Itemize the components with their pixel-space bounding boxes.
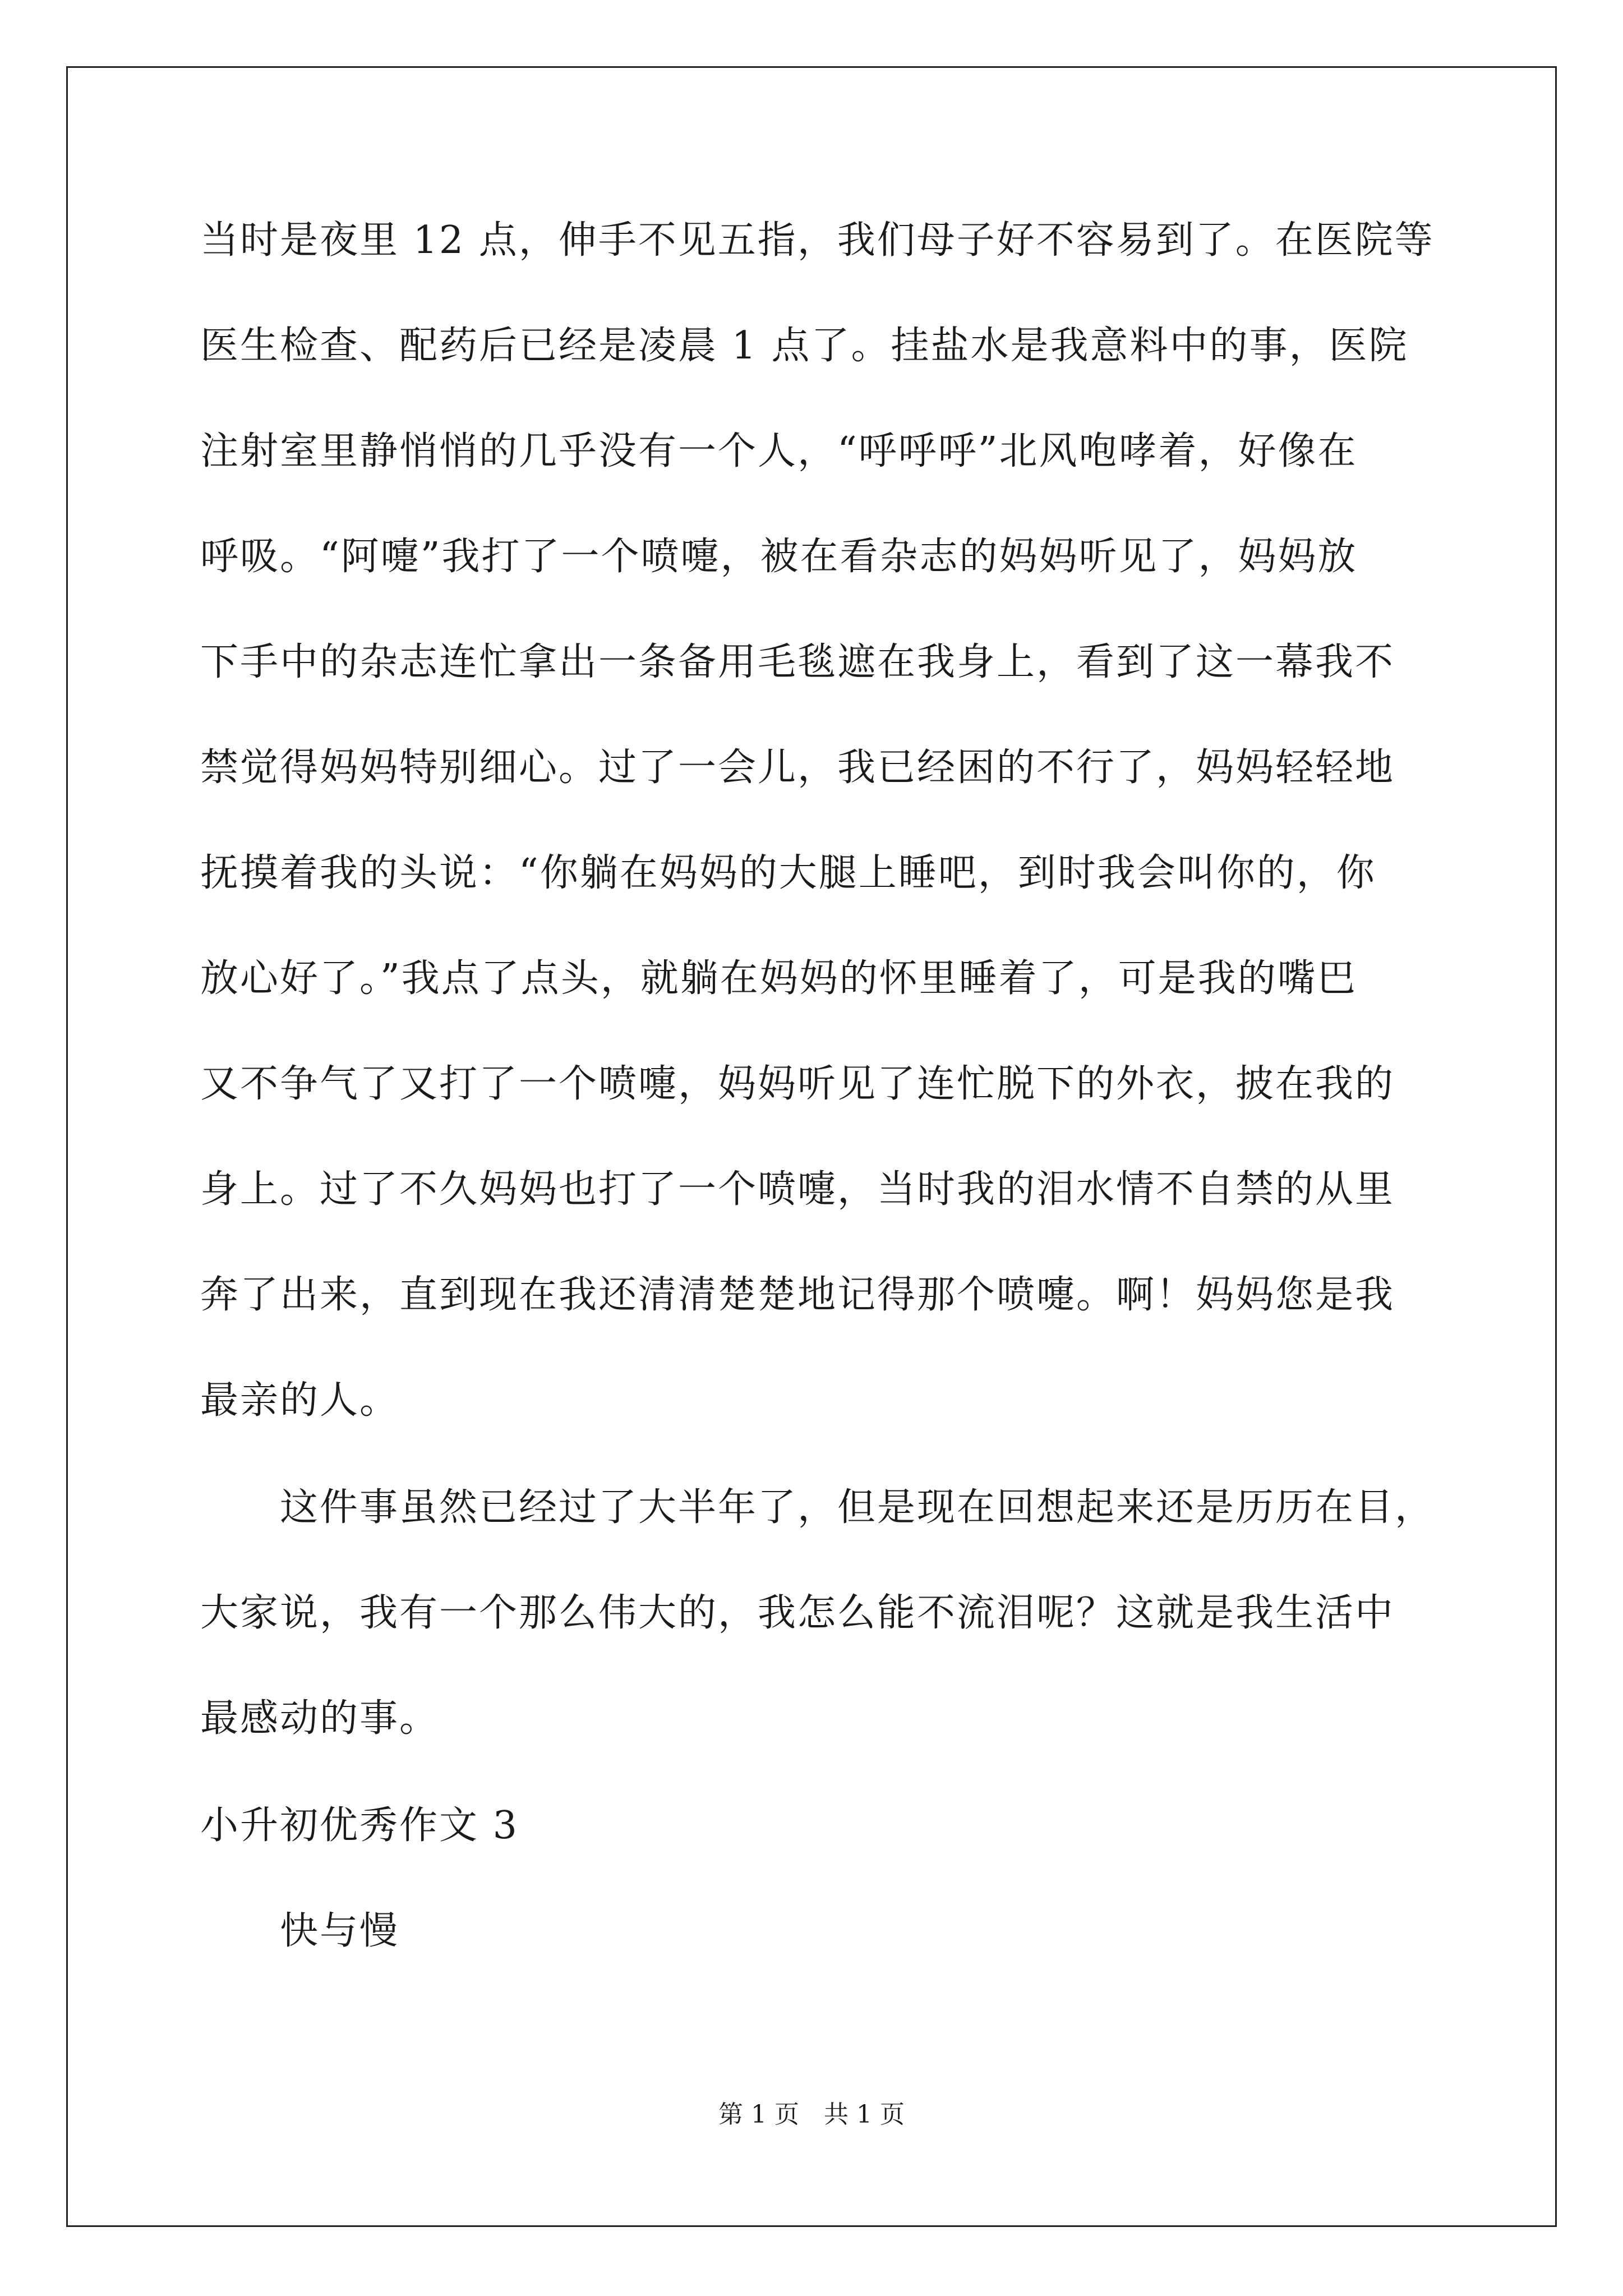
- paragraph-line: 抚摸着我的头说：“你躺在妈妈的大腿上睡吧，到时我会叫你的，你: [200, 851, 1376, 895]
- paragraph-line: 这件事虽然已经过了大半年了，但是现在回想起来还是历历在目，: [280, 1485, 1435, 1530]
- paragraph-line: 身上。过了不久妈妈也打了一个喷嚏，当时我的泪水情不自禁的从里: [200, 1167, 1395, 1212]
- paragraph-line: 当时是夜里 12 点，伸手不见五指，我们母子好不容易到了。在医院等: [200, 218, 1435, 263]
- essay-title: 快与慢: [280, 1909, 400, 1953]
- paragraph-line: 注射室里静悄悄的几乎没有一个人，“呼呼呼”北风咆哮着，好像在: [200, 429, 1358, 473]
- section-title: 小升初优秀作文 3: [200, 1803, 519, 1848]
- paragraph-line: 下手中的杂志连忙拿出一条备用毛毯遮在我身上，看到了这一幕我不: [200, 640, 1395, 684]
- paragraph-line: 医生检查、配药后已经是凌晨 1 点了。挂盐水是我意料中的事，医院: [200, 324, 1409, 368]
- paragraph-line: 呼吸。“阿嚏”我打了一个喷嚏，被在看杂志的妈妈听见了，妈妈放: [200, 535, 1358, 579]
- page-total: 共 1 页: [824, 2100, 905, 2129]
- page-footer: [0, 2094, 1623, 2130]
- paragraph-line: 奔了出来，直到现在我还清清楚楚地记得那个喷嚏。啊！妈妈您是我: [200, 1273, 1395, 1317]
- paragraph-line: 又不争气了又打了一个喷嚏，妈妈听见了连忙脱下的外衣，披在我的: [200, 1062, 1395, 1106]
- paragraph-line: 大家说，我有一个那么伟大的，我怎么能不流泪呢？这就是我生活中: [200, 1591, 1395, 1635]
- paragraph-line: 最亲的人。: [200, 1378, 400, 1423]
- paragraph-line: 最感动的事。: [200, 1696, 440, 1741]
- paragraph-line: 禁觉得妈妈特别细心。过了一会儿，我已经困的不行了，妈妈轻轻地: [200, 746, 1395, 790]
- paragraph-line: 放心好了。”我点了点头，就躺在妈妈的怀里睡着了，可是我的嘴巴: [200, 956, 1357, 1001]
- page-number: 第 1 页: [718, 2100, 799, 2129]
- page-border: [66, 66, 1557, 2227]
